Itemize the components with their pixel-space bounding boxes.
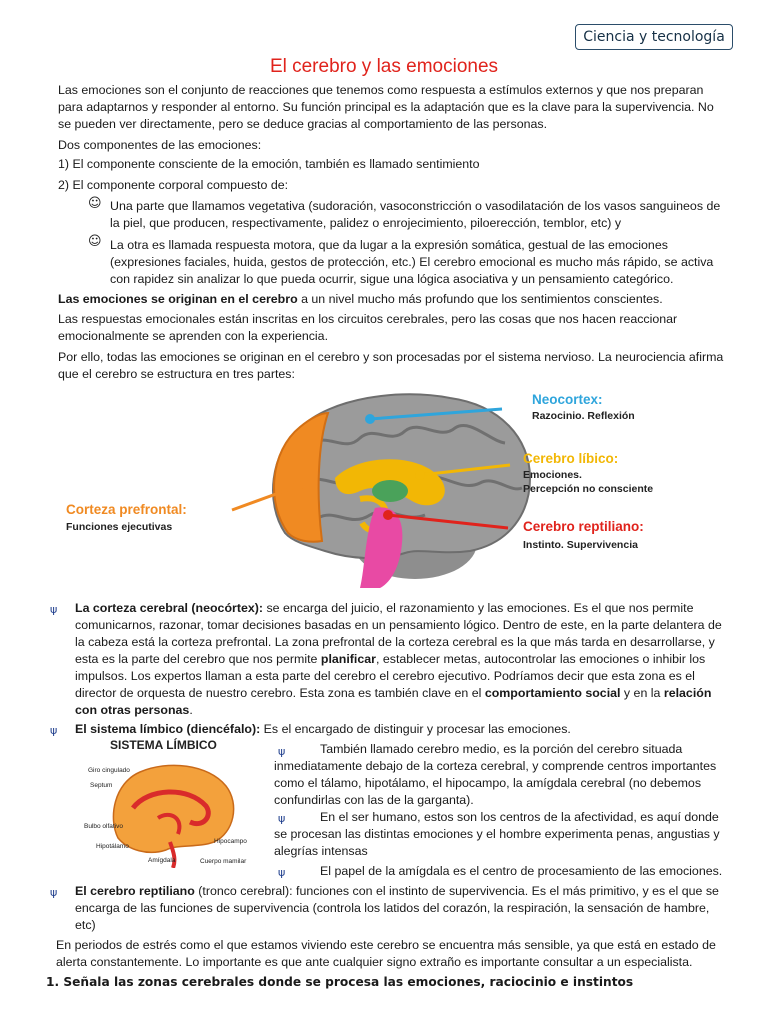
label-reptile-title: Cerebro reptiliano:: [523, 519, 644, 534]
label-cuerpo: Cuerpo mamilar: [200, 858, 247, 865]
pointer-dot: [415, 470, 425, 480]
limbic-system-figure: [78, 738, 264, 868]
label-bulbo: Bulbo olfativo: [84, 823, 124, 830]
intro-line-1: Las emociones son el conjunto de reacciones que tenemos como respuesta a estímulos externos y que nos preparan: [58, 83, 704, 97]
component-1: 1) El componente consciente de la emoción, también es llamado sentimiento: [58, 157, 480, 171]
limbic-r2-line-3: alegrías intensas: [274, 844, 368, 858]
psi-bullet-icon: ψ: [50, 724, 58, 737]
bullet-1-line-1: Una parte que llamamos vegetativa (sudoración, vasoconstricción o vasodilatación de los vasos sanguineos de: [110, 199, 721, 213]
label-hipotalamo: Hipotálamo: [96, 843, 129, 850]
stress-line-1: En periodos de estrés como el que estamos viviendo este cerebro se encuentra más sensible, ya que está en estado de: [56, 938, 716, 952]
cortex-text: y en la: [620, 686, 664, 700]
cortex-text: director de orquesta de nuestro cerebro. Esta zona es también clave en el: [75, 686, 485, 700]
reptile-line-2: encarga de las funciones de supervivencia (controla los latidos del corazón, la respiración, la sensación de hambre,: [75, 901, 710, 915]
label-giro: Giro cingulado: [88, 767, 130, 774]
label-hipocampo: Hipocampo: [214, 838, 247, 845]
psi-bullet-icon: ψ: [50, 603, 58, 616]
label-limbic-sub1: Emociones.: [523, 469, 582, 481]
cortex-bold: relación: [663, 686, 712, 700]
limbic-r1-line-3: como el tálamo, hipotálamo, el hipocampo, la amígdala cerebral (no debemos: [274, 776, 702, 790]
psi-bullet-icon: ψ: [278, 745, 286, 758]
psi-bullet-icon: ψ: [278, 866, 286, 879]
reptile-text: (tronco cerebral): funciones con el instinto de supervivencia. Es el más primitivo, y es el que se: [194, 884, 719, 898]
cortex-line-2: comunicarnos, razonar, tomar decisiones basadas en un pensamiento lógico. Dentro de este, en la parte delantera de: [75, 618, 722, 632]
cortex-bold: comportamiento social: [484, 686, 621, 700]
pointer-dot: [365, 414, 375, 424]
origin-line: [58, 291, 738, 308]
bullet-1-line-2: la piel, que producen, respectivamente, palidez o enrojecimiento, piloerección, temblor, etc) y: [110, 216, 622, 230]
label-prefrontal-title: Corteza prefrontal:: [66, 502, 187, 517]
brain-figure: [60, 383, 720, 588]
limbic-r2-line-2: se procesan las distintas emociones y el hombre experimenta penas, angustias y: [274, 827, 720, 841]
intro-line-3: se pueden ver directamente, pero se deduce gracias al comportamiento de las personas.: [58, 117, 548, 131]
pointer-dot: [383, 510, 393, 520]
limbic-r3-line: El papel de la amígdala es el centro de procesamiento de las emociones.: [320, 864, 723, 878]
label-limbic-title: Cerebro líbico:: [523, 451, 619, 466]
limbic-figure-title: SISTEMA LÍMBICO: [110, 738, 217, 752]
cortex-text: esta es la parte del cerebro que nos permite: [75, 652, 321, 666]
cortex-text: .: [189, 703, 193, 717]
limbic-r2-line-1: En el ser humano, estos son los centros de la afectividad, es aquí donde: [320, 810, 719, 824]
origin-bold: Las emociones se originan en el cerebro: [58, 292, 298, 306]
limbic-r1-line-2: inmediatamente debajo de la corteza cerebral, y comprende centros importantes: [274, 759, 717, 773]
limbic-line-1: [75, 721, 735, 738]
limbic-r1-line-1: También llamado cerebro medio, es la porción del cerebro situada: [320, 742, 683, 756]
label-neocortex-sub: Razocinio. Reflexión: [532, 410, 635, 422]
smiley-icon: ☺: [88, 196, 102, 211]
bullet-2-line-1: La otra es llamada respuesta motora, que da lugar a la expresión somática, gestual de las emociones: [110, 238, 668, 252]
pointer-dot: [293, 481, 303, 491]
stress-line-2: alerta constantemente. Lo importante es que ante cualquier signo extraño es importante consultar a un especialista.: [56, 955, 693, 969]
bullet-2-line-2: (expresiones faciales, huida, gestos de protección, etc.) El cerebro emocional es mucho más rápido, se activa: [110, 255, 714, 269]
label-neocortex-title: Neocortex:: [532, 392, 603, 407]
limbic-bold: El sistema límbico (diencéfalo):: [75, 722, 261, 736]
smiley-icon: ☺: [88, 234, 102, 249]
bullet-2-line-3: con rapidez sin analizar lo que pueda ocurrir, sigue una lógica asociativa y un pensamiento categórico.: [110, 272, 674, 286]
neuro-line-1: Por ello, todas las emociones se originan en el cerebro y son procesadas por el sistema nervioso. La neurociencia afirma: [58, 350, 724, 364]
psi-bullet-icon: ψ: [50, 886, 58, 899]
component-2: 2) El componente corporal compuesto de:: [58, 178, 289, 192]
page-title: El cerebro y las emociones: [269, 56, 499, 77]
midbrain-shape: [372, 480, 408, 502]
question-1: 1. Señala las zonas cerebrales donde se procesa las emociones, raciocinio e instintos: [46, 975, 634, 989]
intro-line-2: para adaptarnos y responder al entorno. Su función principal es la adaptación que es la clave para la supervivencia. No: [58, 100, 714, 114]
neuro-line-2: que el cerebro se estructura en tres partes:: [58, 367, 295, 381]
subject-badge: Ciencia y tecnología: [575, 24, 733, 50]
label-prefrontal-sub: Funciones ejecutivas: [66, 521, 173, 533]
label-amigdala: Amígdala: [148, 857, 176, 864]
cortex-text: se encarga del juicio, el razonamiento y las emociones. Es el que nos permite: [263, 601, 694, 615]
responses-line-2: emocionalmente se aprenden con la experiencia.: [58, 329, 329, 343]
responses-line-1: Las respuestas emocionales están inscritas en los circuitos cerebrales, pero las cosas que nos hacen reaccionar: [58, 312, 678, 326]
cortex-line-5: impulsos. Los expertos llaman a esta parte del cerebro el cerebro ejecutivo. Podríamos decir que esta zona es el: [75, 669, 695, 683]
cortex-line-3: la cabeza está la corteza prefrontal. La zona prefrontal de la corteza cerebral es la que más tarda en desarrollarse, y: [75, 635, 715, 649]
cortex-line-4: [75, 651, 735, 668]
reptile-line-1: [75, 883, 735, 900]
reptile-bold: El cerebro reptiliano: [75, 884, 195, 898]
label-limbic-sub2: Percepción no consciente: [523, 483, 654, 495]
cortex-bold: planificar: [320, 652, 376, 666]
label-reptile-sub: Instinto. Supervivencia: [523, 539, 638, 551]
cortex-line-6: [75, 685, 735, 702]
cortex-bold: La corteza cerebral (neocórtex):: [75, 601, 263, 615]
cortex-line-7: [75, 702, 735, 719]
label-septum: Septum: [90, 782, 113, 789]
cortex-text: , establecer metas, autocontrolar las emociones o inhibir los: [375, 652, 706, 666]
limbic-text: Es el encargado de distinguir y procesar las emociones.: [260, 722, 571, 736]
cortex-bold: con otras personas: [75, 703, 190, 717]
limbic-r1-line-4: confundirlas con las de la garganta).: [274, 793, 474, 807]
reptile-line-3: etc): [75, 918, 96, 932]
cortex-line-1: [75, 600, 735, 617]
components-heading: Dos componentes de las emociones:: [58, 138, 262, 152]
psi-bullet-icon: ψ: [278, 812, 286, 825]
origin-rest: a un nivel mucho más profundo que los sentimientos conscientes.: [297, 292, 663, 306]
